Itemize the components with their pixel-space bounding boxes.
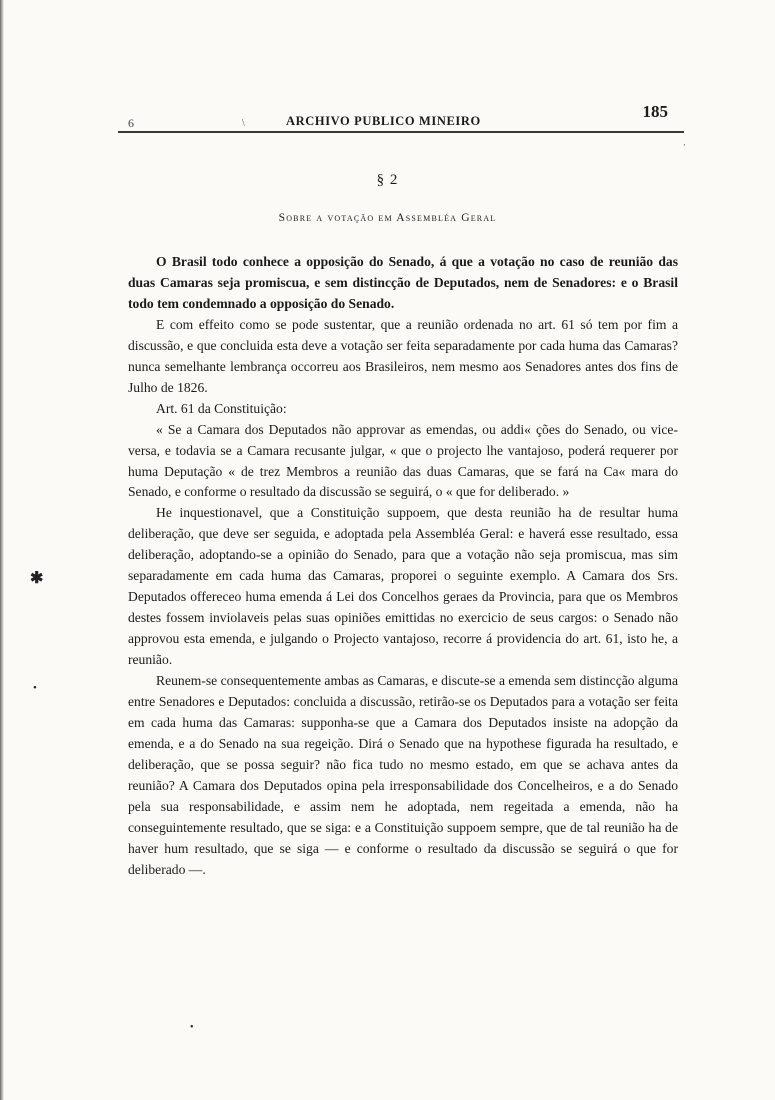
constitution-quote: « Se a Camara dos Deputados não approvar as emendas, ou addi« ções do Senado, ou vice-versa, e todavia se a Camara recusante julgar, « que o projecto lhe vantajoso, poderá requerer por huma Deputação « de trez Membros a reunião das duas Camaras, que se fará na Ca« mara do Senado, e conforme o resultado da discussão se seguirá, o « que for deliberado. » <box>128 421 678 500</box>
header-marker: 6 <box>128 116 134 130</box>
ink-speck: • <box>190 1022 194 1033</box>
section-number: § 2 <box>376 172 399 188</box>
body-text <box>128 252 678 881</box>
paragraph-6: Reunem-se consequentemente ambas as Camaras, e discute-se a emenda sem distincção alguma entre Senadores e Deputados: concluida a discussão, retirão-se os Deputados para a votação ser feita em cada huma das Camaras: supponha-se que a Camara dos Deputados insiste na adopção da emenda, e a do Senado na sua regeição. Dirá o Senado que na hypothese figurada ha resultado, e deliberação, que se possa seguir? não fica tudo no mesmo estado, em que se achava antes da reunião? A Camara dos Deputados opina pela irresponsabilidade dos Concelheiros, e a do Senado pela sua responsabilidade, e assim nem he adoptada, nem regeitada a emenda, não ha conseguintemente resultado, que se siga: e a Constituição suppoem sempre, que de tal reunião ha de haver hum resultado, que se siga — e conforme o resultado da discussão se seguirá o que for deliberado —. <box>128 673 678 877</box>
running-header <box>118 102 698 128</box>
running-title: ARCHIVO PUBLICO MINEIRO <box>286 114 481 128</box>
ink-speck: ✱ <box>30 570 44 587</box>
paragraph-5: He inquestionavel, que a Constituição suppoem, que desta reunião ha de resultar huma deliberação, que deve ser seguida, e adoptada pela Assembléa Geral: e haverá esse resultado, essa deliberação, adoptando-se a opinião do Senado, para que a votação não seja promiscua, mas sim separadamente em cada huma das Camaras, proporei o seguinte exemplo. A Camara dos Srs. Deputados offereceo huma emenda á Lei dos Concelhos geraes da Provincia, para que os Membros destes fossem inviolaveis pelas suas opiniões emittidas no exercicio de seus cargos: o Senado não approvou esta emenda, e julgando o Projecto vantajoso, recorre á providencia do art. 61, isto he, a reunião. <box>128 505 678 668</box>
paragraph-3: Art. 61 da Constituição: <box>156 400 287 416</box>
header-tick: \ <box>242 118 245 129</box>
page-edge-shadow <box>0 0 4 1100</box>
header-rule <box>118 131 684 133</box>
paragraph-1: O Brasil todo conhece a opposição do Senado, á que a votação no caso de reunião das duas Camaras seja promiscua, e sem distincção de Deputados, nem de Senadores: e o Brasil todo tem condemnado a opposição do Senado. <box>128 254 678 311</box>
ink-speck: • <box>33 682 37 694</box>
section-title: Sobre a votação em Assembléa Geral <box>278 212 497 224</box>
ink-speck: · <box>683 140 686 150</box>
page-number: 185 <box>642 102 668 121</box>
paragraph-2: E com effeito como se pode sustentar, que a reunião ordenada no art. 61 só tem por fim a discussão, e que concluida esta deve a votação ser feita separadamente por cada huma das Camaras? nunca semelhante lembrança occorreu aos Brasileiros, nem mesmo aos Senadores antes dos fins de Julho de 1826. <box>128 316 678 395</box>
